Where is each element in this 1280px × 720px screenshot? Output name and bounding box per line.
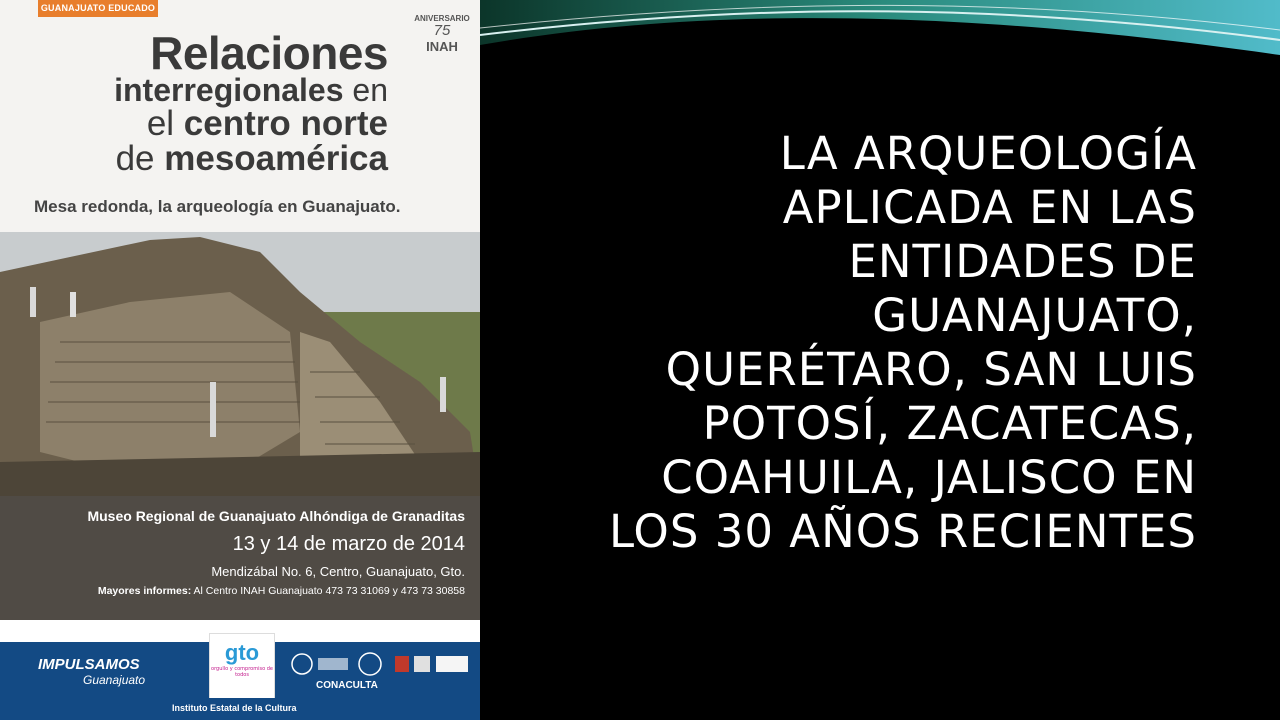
archaeological-site-photo — [0, 232, 480, 496]
conaculta-logo-text: CONACULTA — [316, 680, 378, 691]
pyramid-illustration — [0, 232, 480, 496]
guanajuato-logo-text: Guanajuato — [83, 673, 146, 687]
title-line-1: Relaciones — [150, 27, 388, 79]
impulsamos-logo-text: IMPULSAMOS — [38, 656, 140, 673]
poster-subtitle: Mesa redonda, la arqueología en Guanajuato. — [34, 197, 401, 216]
gto-logo-subtext: orgullo y compromiso de todos — [211, 666, 273, 678]
poster-tagline: GUANAJUATO EDUCADO — [38, 0, 158, 17]
event-date: 13 y 14 de marzo de 2014 — [232, 533, 465, 555]
anniversary-org: INAH — [426, 39, 458, 54]
event-venue: Museo Regional de Guanajuato Alhóndiga de Granaditas — [87, 508, 465, 524]
slide-heading: LA ARQUEOLOGÍA APLICADA EN LAS ENTIDADES DE GUANAJUATO, QUERÉTARO, SAN LUIS POTOSÍ, ZACATECAS, COAHUILA, JALISCO EN LOS 30 AÑOS RECIENTES — [608, 127, 1197, 558]
decorative-wave-graphic — [480, 0, 1280, 60]
anniversary-number: 75 — [433, 22, 451, 39]
instituto-stripe — [0, 698, 480, 720]
gto-logo — [209, 633, 275, 700]
gto-logo-text: gto — [224, 640, 260, 665]
institution-logos-icon — [290, 652, 470, 676]
poster-footer — [0, 620, 480, 720]
anniversary-word: ANIVERSARIO — [414, 14, 470, 23]
event-contact: Mayores informes: Al Centro INAH Guanajuato 473 73 31069 y 473 73 30858 — [97, 585, 465, 597]
instituto-label: Instituto Estatal de la Cultura — [172, 703, 297, 713]
title-line-4: de mesoamérica — [115, 139, 388, 178]
institution-logos — [290, 652, 470, 678]
event-poster — [0, 0, 480, 720]
title-line-2: interregionales en — [114, 72, 388, 108]
inah-anniversary-logo — [412, 14, 472, 54]
event-address: Mendizábal No. 6, Centro, Guanajuato, Gto. — [211, 564, 465, 579]
title-line-3: el centro norte — [146, 104, 388, 143]
event-info-panel — [0, 496, 480, 620]
poster-title — [114, 27, 388, 178]
